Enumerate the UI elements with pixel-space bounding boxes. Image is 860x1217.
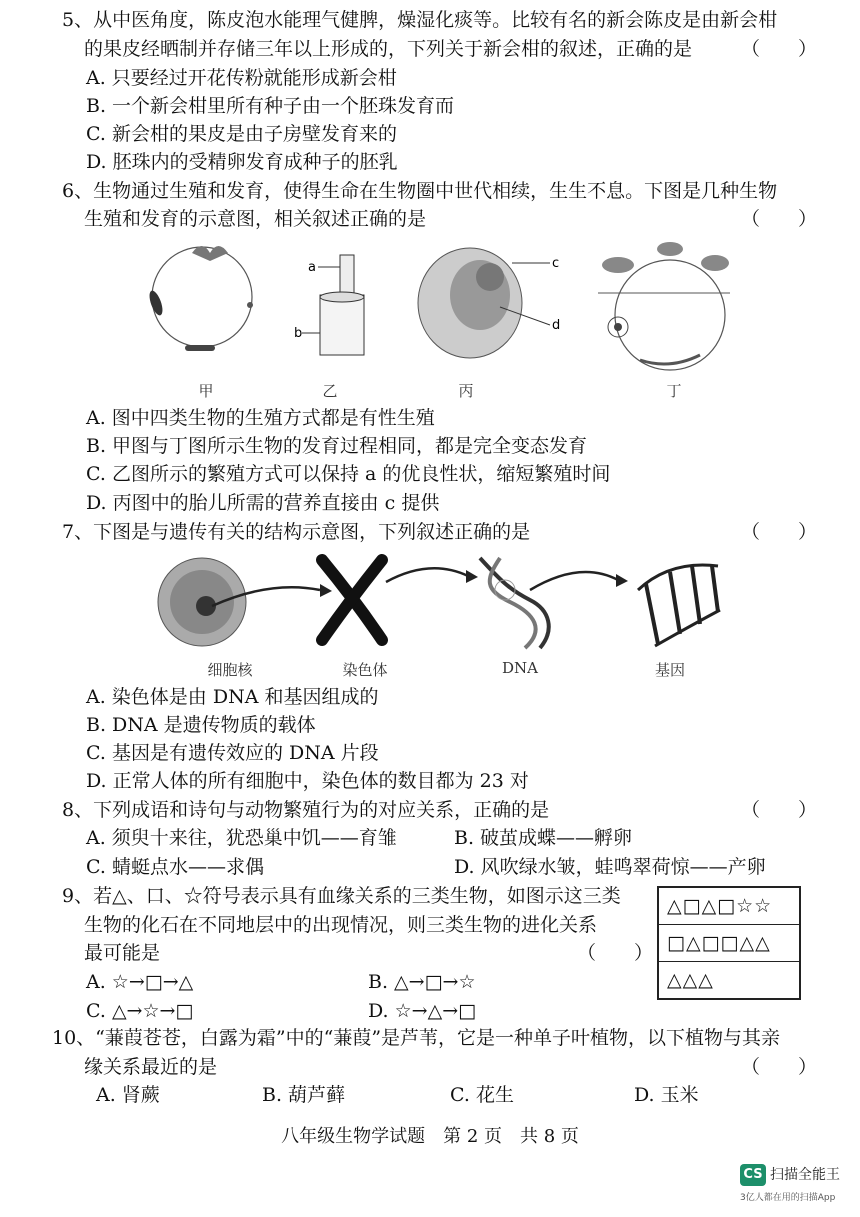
q6-stem-line1: 6、生物通过生殖和发育，使得生命在生物圈中世代相续，生生不息。下图是几种生物 bbox=[62, 180, 778, 202]
label-c: c bbox=[552, 256, 560, 271]
q5-answer-blank: （ ） bbox=[741, 38, 818, 60]
q6-caption-ding: 丁 bbox=[666, 382, 682, 400]
q9-stem-line3: 最可能是 bbox=[84, 942, 161, 964]
label-d: d bbox=[552, 318, 561, 333]
q7-stem-line1: 7、下图是与遗传有关的结构示意图，下列叙述正确的是 bbox=[62, 521, 531, 543]
q6-caption-jia: 甲 bbox=[198, 382, 214, 400]
q6-option-b: B. 甲图与丁图所示生物的发育过程相同，都是完全变态发育 bbox=[86, 435, 588, 457]
cell-nucleus-image bbox=[158, 558, 246, 646]
q10-answer-blank: （ ） bbox=[741, 1056, 818, 1078]
fossil-strata-table bbox=[657, 886, 801, 1000]
butterfly-lifecycle-image bbox=[147, 246, 253, 351]
q5-option-b: B. 一个新会柑里所有种子由一个胚珠发育而 bbox=[86, 95, 455, 117]
scanner-watermark bbox=[740, 1162, 850, 1202]
q9-answer-blank: （ ） bbox=[577, 942, 654, 964]
brand-name: 扫描全能王 bbox=[770, 1167, 840, 1183]
stratum-top: △□△□☆☆ bbox=[659, 888, 799, 925]
stratum-bottom: △△△ bbox=[667, 969, 714, 991]
frog-lifecycle-image bbox=[598, 242, 730, 370]
q5-option-d: D. 胚珠内的受精卵发育成种子的胚乳 bbox=[86, 151, 398, 173]
q8-option-b: B. 破茧成蝶——孵卵 bbox=[454, 827, 633, 849]
dna-helix-image bbox=[480, 558, 549, 648]
q5-option-c: C. 新会柑的果皮是由子房壁发育来的 bbox=[86, 123, 397, 145]
q10-option-a: A. 肾蕨 bbox=[96, 1084, 160, 1106]
q6-option-a: A. 图中四类生物的生殖方式都是有性生殖 bbox=[86, 407, 435, 429]
q8-option-a: A. 须臾十来往，犹恐巢中饥——育雏 bbox=[86, 827, 397, 849]
q8-answer-blank: （ ） bbox=[741, 799, 818, 821]
q9-stem-line1: 9、若△、口、☆符号表示具有血缘关系的三类生物，如图示这三类 bbox=[62, 885, 621, 907]
q7-caption-dna: DNA bbox=[502, 659, 538, 677]
q7-answer-blank: （ ） bbox=[741, 521, 818, 543]
q5-stem-line1: 5、从中医角度，陈皮泡水能理气健脾，燥湿化痰等。比较有名的新会陈皮是由新会柑 bbox=[62, 9, 778, 31]
q7-caption-chromosome: 染色体 bbox=[342, 661, 388, 679]
label-b: b bbox=[294, 326, 303, 341]
page-footer: 八年级生物学试题 第 2 页 共 8 页 bbox=[281, 1126, 579, 1147]
stratum-middle: □△□□△△ bbox=[659, 925, 799, 962]
q10-stem-line2: 缘关系最近的是 bbox=[84, 1056, 218, 1078]
q10-option-b: B. 葫芦藓 bbox=[262, 1084, 346, 1106]
q8-stem-line1: 8、下列成语和诗句与动物繁殖行为的对应关系，正确的是 bbox=[62, 799, 550, 821]
q7-option-b: B. DNA 是遗传物质的载体 bbox=[86, 714, 316, 736]
fetus-image bbox=[418, 248, 560, 358]
q8-option-c: C. 蜻蜓点水——求偶 bbox=[86, 856, 264, 878]
grafting-image bbox=[294, 255, 364, 355]
q9-option-d: D. ☆→△→□ bbox=[368, 1000, 477, 1022]
q6-figure bbox=[140, 235, 740, 375]
chromosome-image bbox=[322, 560, 382, 640]
q9-stem-line2: 生物的化石在不同地层中的出现情况，则三类生物的进化关系 bbox=[84, 914, 598, 936]
q5-option-a: A. 只要经过开花传粉就能形成新会柑 bbox=[86, 67, 397, 89]
q10-stem-line1: 10、“蒹葭苍苍，白露为霜”中的“蒹葭”是芦苇，它是一种单子叶植物，以下植物与其亲 bbox=[52, 1027, 781, 1049]
q9-option-a: A. ☆→□→△ bbox=[86, 971, 194, 993]
q6-caption-yi: 乙 bbox=[322, 382, 338, 400]
q6-answer-blank: （ ） bbox=[741, 208, 818, 230]
label-a: a bbox=[308, 260, 316, 275]
q6-caption-bing: 丙 bbox=[458, 382, 474, 400]
camscanner-logo-icon: CS bbox=[740, 1164, 766, 1186]
q9-option-c: C. △→☆→□ bbox=[86, 1000, 194, 1022]
q7-caption-nucleus: 细胞核 bbox=[207, 661, 253, 679]
q5-stem-line2: 的果皮经晒制并存储三年以上形成的，下列关于新会柑的叙述，正确的是 bbox=[84, 38, 693, 60]
q6-option-c: C. 乙图所示的繁殖方式可以保持 a 的优良性状，缩短繁殖时间 bbox=[86, 463, 611, 485]
gene-image bbox=[638, 565, 720, 646]
q7-figure bbox=[150, 550, 740, 655]
q6-option-d: D. 丙图中的胎儿所需的营养直接由 c 提供 bbox=[86, 492, 440, 514]
brand-tagline: 3亿人都在用的扫描App bbox=[740, 1193, 836, 1203]
q7-option-a: A. 染色体是由 DNA 和基因组成的 bbox=[86, 686, 379, 708]
q8-option-d: D. 风吹绿水皱，蛙鸣翠荷惊——产卵 bbox=[454, 856, 766, 878]
q7-option-c: C. 基因是有遗传效应的 DNA 片段 bbox=[86, 742, 379, 764]
q9-option-b: B. △→□→☆ bbox=[368, 971, 476, 993]
q7-caption-gene: 基因 bbox=[654, 661, 685, 679]
q10-option-c: C. 花生 bbox=[450, 1084, 514, 1106]
q7-option-d: D. 正常人体的所有细胞中，染色体的数目都为 23 对 bbox=[86, 770, 529, 792]
q6-stem-line2: 生殖和发育的示意图，相关叙述正确的是 bbox=[84, 208, 427, 230]
q10-option-d: D. 玉米 bbox=[634, 1084, 699, 1106]
